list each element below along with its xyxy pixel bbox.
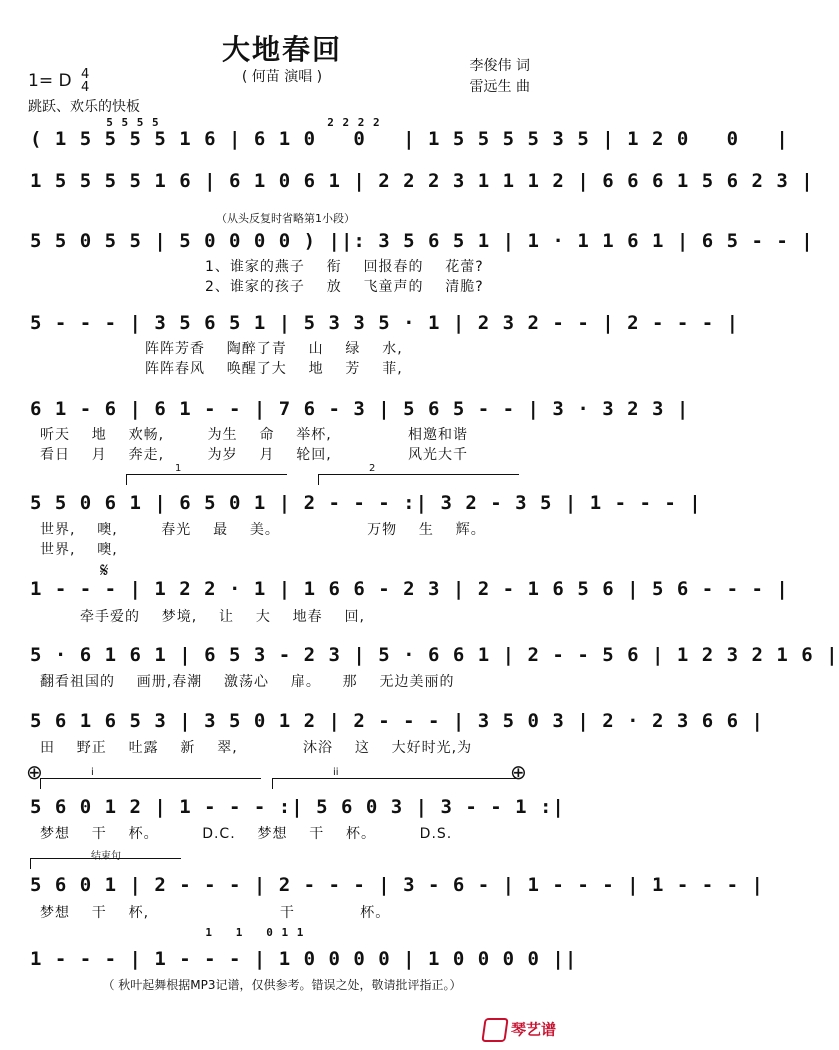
lyric-line: 1、谁家的燕子 衔 回报春的 花蕾? xyxy=(205,259,484,275)
notation-line-2: 1 5 5 5 5 1 6 | 6 1 0 6 1 | 2 2 2 3 1 1 1 2 | 6 6 6 1 5 6 2 3 | xyxy=(30,170,814,192)
lyricist-credit: 李俊伟 词 xyxy=(469,58,530,74)
volta-bracket-2 xyxy=(318,463,519,485)
lyric-line: 阵阵芳香 陶醉了青 山 绿 水, xyxy=(145,341,403,357)
ending-label: 结束句 xyxy=(91,851,121,862)
ending-bracket xyxy=(30,851,181,869)
lyric-line: 阵阵春风 唤醒了大 地 芳 菲, xyxy=(145,361,403,377)
coda-sign-left: ⊕ xyxy=(26,760,43,784)
volta-label-1: 1 xyxy=(175,463,182,474)
lyric-line: 梦想 干 杯。 D.C. 梦想 干 杯。 D.S. xyxy=(40,826,453,842)
notation-line-8: 5 · 6 1 6 1 | 6 5 3 - 2 3 | 5 · 6 6 1 | 2 - - 5 6 | 1 2 3 2 1 6 | xyxy=(30,644,839,666)
notation-line-7: 1 - - - | 1 2 2 · 1 | 1 6 6 - 2 3 | 2 - 1 6 5 6 | 5 6 - - - | xyxy=(30,578,789,600)
time-signature xyxy=(81,68,89,94)
volta-label-ii: ii xyxy=(333,767,339,778)
volta-label-i: i xyxy=(91,767,94,778)
lyric-line: 看日 月 奔走, 为岁 月 轮回, 风光大千 xyxy=(40,447,469,463)
notation-line-1: ( 1 5 5 5 5 1 6 | 6 1 0 0 | 1 5 5 5 5 3 5 | 1 2 0 0 | xyxy=(30,128,789,150)
lyric-line: 世界, 噢, 春光 最 美。 万物 生 辉。 xyxy=(40,522,486,538)
notation-line-3: 5 5 0 5 5 | 5 0 0 0 0 ) ||: 3 5 6 5 1 | 1 · 1 1 6 1 | 6 5 - - | xyxy=(30,230,814,252)
notation-line-5: 6 1 - 6 | 6 1 - - | 7 6 - 3 | 5 6 5 - - | 3 · 3 2 3 | xyxy=(30,398,690,420)
footer-note: （ 秋叶起舞根据MP3记谱，仅供参考。错误之处，敬请批评指正。） xyxy=(102,978,462,992)
notation-line-9: 5 6 1 6 5 3 | 3 5 0 1 2 | 2 - - - | 3 5 0 3 | 2 · 2 3 6 6 | xyxy=(30,710,764,732)
volta-bracket-1 xyxy=(126,463,287,485)
volta-bracket-ii xyxy=(272,767,521,789)
composer-credit: 雷远生 曲 xyxy=(469,79,530,95)
time-bottom: 4 xyxy=(80,80,90,95)
notation-line-4: 5 - - - | 3 5 6 5 1 | 5 3 3 5 · 1 | 2 3 2 - - | 2 - - - | xyxy=(30,312,740,334)
notation-line-6: 5 5 0 6 1 | 6 5 0 1 | 2 - - - :| 3 2 - 3 5 | 1 - - - | xyxy=(30,492,702,514)
upper-notes-12: 1 1 0 1 1 xyxy=(30,926,305,939)
lyric-line: 世界, 噢, xyxy=(40,542,118,558)
time-top: 4 xyxy=(80,67,90,82)
volta-bracket-i xyxy=(40,767,261,789)
upper-notes-1: 5 5 5 5 2 2 2 2 xyxy=(30,116,381,129)
lyric-line: 梦想 干 杯, 干 杯。 xyxy=(40,905,391,921)
notation-line-11: 5 6 0 1 | 2 - - - | 2 - - - | 3 - 6 - | 1 - - - | 1 - - - | xyxy=(30,874,764,896)
notation-line-10: 5 6 0 1 2 | 1 - - - :| 5 6 0 3 | 3 - - 1 :| xyxy=(30,796,565,818)
repeat-note: （从头反复时省略第1小段） xyxy=(216,212,355,225)
segno-sign: 𝄋 xyxy=(100,558,109,582)
logo-icon xyxy=(481,1018,508,1042)
coda-sign-right: ⊕ xyxy=(510,760,527,784)
lyric-line: 牵手爱的 梦境, 让 大 地春 回, xyxy=(80,609,365,625)
key-label: 1= D xyxy=(28,71,72,91)
singer-credit: ( 何苗 演唱 ) xyxy=(241,69,323,85)
lyric-line: 田 野正 吐露 新 翠, 沐浴 这 大好时光,为 xyxy=(40,740,473,756)
notation-line-12: 1 - - - | 1 - - - | 1 0 0 0 0 | 1 0 0 0 0 || xyxy=(30,948,578,970)
logo-text: 琴艺谱 xyxy=(510,1020,556,1039)
lyric-line: 翻看祖国的 画册,春潮 激荡心 扉。 那 无边美丽的 xyxy=(40,674,455,690)
key-signature xyxy=(28,68,89,94)
song-title: 大地春回 xyxy=(221,33,342,66)
volta-label-2: 2 xyxy=(369,463,376,474)
lyric-line: 2、谁家的孩子 放 飞童声的 清脆? xyxy=(205,279,484,295)
site-logo xyxy=(483,1018,556,1042)
tempo-marking: 跳跃、欢乐的快板 xyxy=(28,99,140,115)
lyric-line: 听天 地 欢畅, 为生 命 举杯, 相邀和谐 xyxy=(40,427,469,443)
